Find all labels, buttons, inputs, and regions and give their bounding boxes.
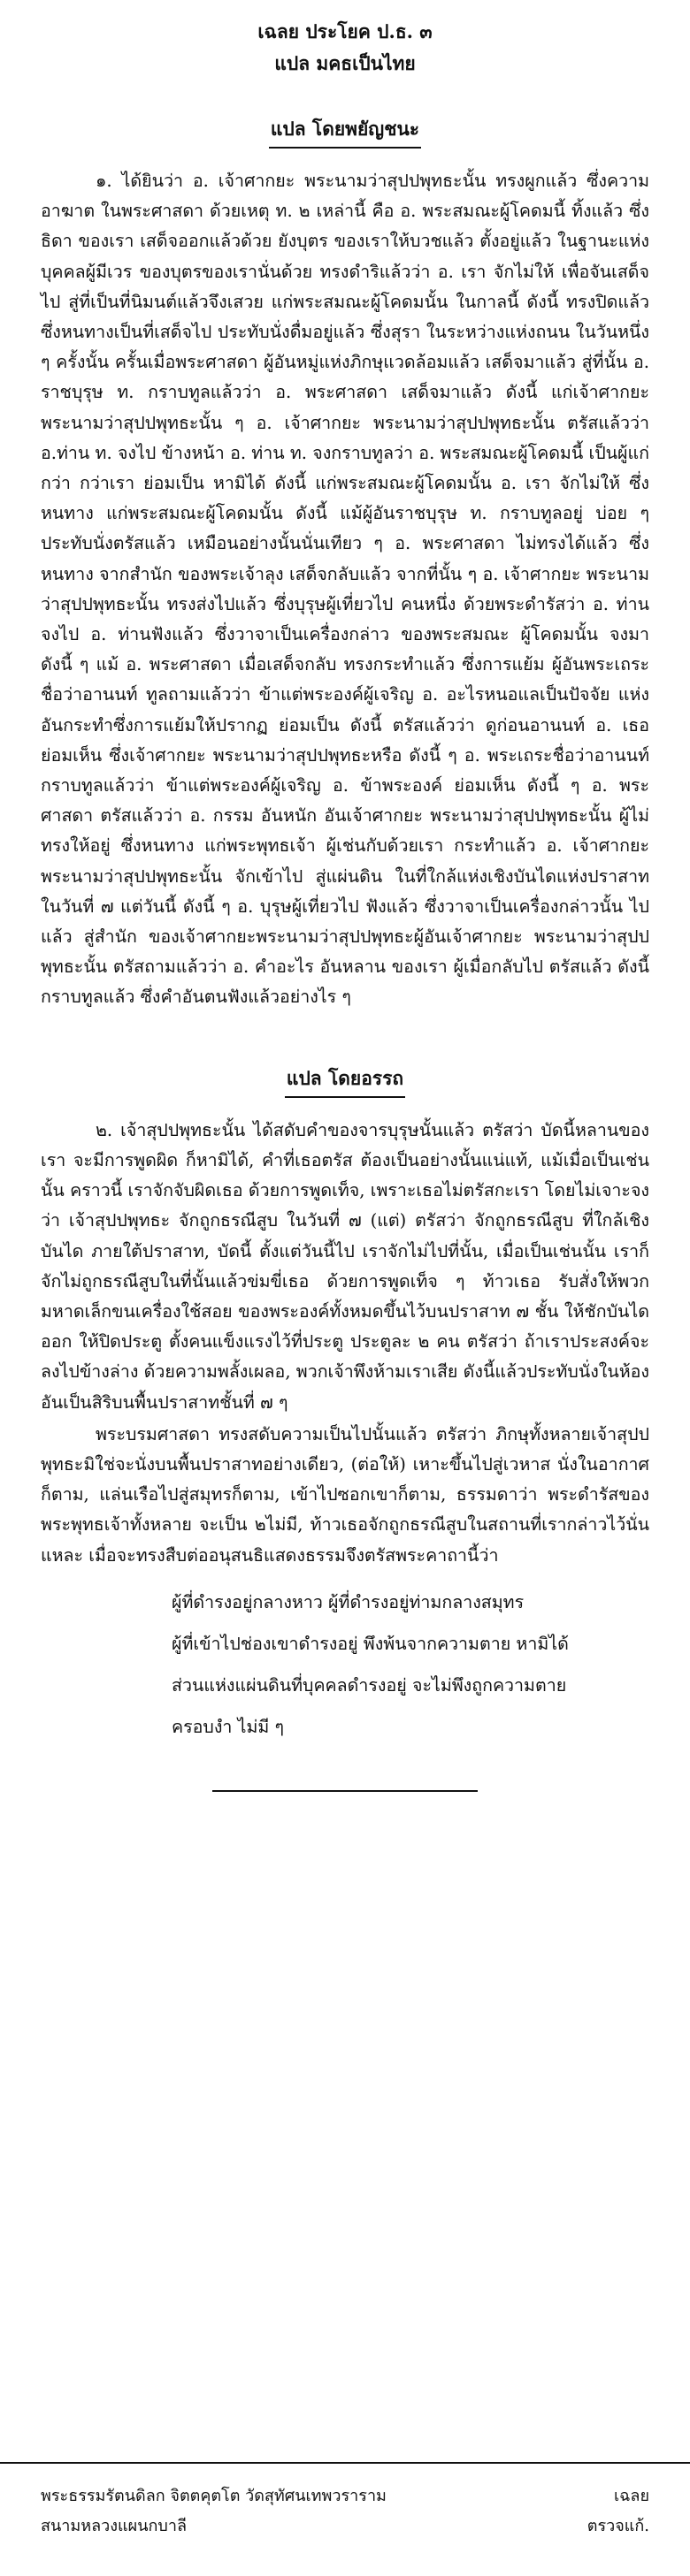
title-exam-level: เฉลย ประโยค ป.ธ. ๓ bbox=[257, 20, 433, 42]
literal-translation-paragraph: ๑. ได้ยินว่า อ. เจ้าศากยะ พระนามว่าสุปปพุทธะนั้น ทรงผูกแล้ว ซึ่งความอาฆาต ในพระศาสดา ด้วยเหตุ ท. ๒ เหล่านี้ คือ อ. พระสมณะผู้โคดมนี้ ทิ้งแล้ว ซึ่งธิดา ของเรา เสด็จออกแล้วด้วย ยังบุตร ของเราให้บวชแล้ว ตั้งอยู่แล้ว ในฐานะแห่งบุคคลผู้มีเวร ของบุตรของเรานั่นด้วย ทรงดำริแล้วว่า อ. เรา จักไม่ให้ เพื่อจันเสด็จไป สู่ที่เป็นที่นิมนต์แล้วจึงเสวย แก่พระสมณะผู้โคดมนั้น ในกาลนี้ ดังนี้ ทรงปิดแล้ว ซึ่งหนทางเป็นที่เสด็จไป ประทับนั่งดื่มอยู่แล้ว ซึ่งสุรา ในระหว่างแห่งถนน ในวันหนึ่ง ๆ ครั้งนั้น ครั้นเมื่อพระศาสดา ผู้อันหมู่แห่งภิกษุแวดล้อมแล้ว เสด็จมาแล้ว สู่ที่นั้น อ. ราชบุรุษ ท. กราบทูลแล้วว่า อ. พระศาสดา เสด็จมาแล้ว ดังนี้ แก่เจ้าศากยะ พระนามว่าสุปปพุทธะนั้น ๆ อ. เจ้าศากยะ พระนามว่าสุปปพุทธะนั้น ตรัสแล้วว่า อ.ท่าน ท. จงไป ข้างหน้า อ. ท่าน ท. จงกราบทูลว่า อ. พระสมณะผู้โคดมนี้ เป็นผู้แก่กว่า กว่าเรา ย่อมเป็น หามิได้ ดังนี้ แก่พระสมณะผู้โคดมนั้น อ. เรา จักไม่ให้ ซึ่งหนทาง แก่พระสมณะผู้โคดมนั้น ดังนี้ แม้ผู้อันราชบุรุษ ท. กราบทูลอยู่ บ่อย ๆ ประทับนั่งตรัสแล้ว เหมือนอย่างนั้นนั่นเทียว ๆ อ. พระศาสดา ไม่ทรงได้แล้ว ซึ่งหนทาง จากสำนัก ของพระเจ้าลุง เสด็จกลับแล้ว จากที่นั้น ๆ อ. เจ้าศากยะ พระนามว่าสุปปพุทธะนั้น ทรงส่งไปแล้ว ซึ่งบุรุษผู้เที่ยวไป คนหนึ่ง ด้วยพระดำรัสว่า อ. ท่าน จงไป อ. ท่านฟังแล้ว ซึ่งวาจาเป็นเครื่องกล่าว ของพระสมณะ ผู้โคดมนั้น จงมา ดังนี้ ๆ แม้ อ. พระศาสดา เมื่อเสด็จกลับ ทรงกระทำแล้ว ซึ่งการแย้ม ผู้อันพระเถระชื่อว่าอานนท์ ทูลถามแล้วว่า ข้าแต่พระองค์ผู้เจริญ อ. อะไรหนอแลเป็นปัจจัย แห่งอันกระทำซึ่งการแย้มให้ปรากฏ ย่อมเป็น ดังนี้ ตรัสแล้วว่า ดูก่อนอานนท์ อ. เธอ ย่อมเห็น ซึ่งเจ้าศากยะ พระนามว่าสุปปพุทธะหรือ ดังนี้ ๆ อ. พระเถระชื่อว่าอานนท์ กราบทูลแล้วว่า ข้าแต่พระองค์ผู้เจริญ อ. ข้าพระองค์ ย่อมเห็น ดังนี้ ๆ อ. พระศาสดา ตรัสแล้วว่า อ. กรรม อันหนัก อันเจ้าศากยะ พระนามว่าสุปปพุทธะนั้น ผู้ไม่ทรงให้อยู่ ซึ่งหนทาง แก่พระพุทธเจ้า ผู้เช่นกับด้วยเรา กระทำแล้ว อ. เจ้าศากยะ พระนามว่าสุปปพุทธะนั้น จักเข้าไป สู่แผ่นดิน ในที่ใกล้แห่งเชิงบันไดแห่งปราสาท ในวันที่ ๗ แต่วันนี้ ดังนี้ ๆ อ. บุรุษผู้เที่ยวไป ฟังแล้ว ซึ่งวาจาเป็นเครื่องกล่าวนั้น ไปแล้ว สู่สำนัก ของเจ้าศากยะพระนามว่าสุปปพุทธะผู้อันเจ้าศากยะ พระนามว่าสุปปพุทธะนั้น ตรัสถามแล้วว่า อ. คำอะไร อันหลาน ของเรา ผู้เมื่อกลับไป ตรัสแล้ว ดังนี้ กราบทูลแล้ว ซึ่งคำอันตนฟังแล้วอย่างไร ๆ bbox=[41, 171, 649, 1008]
meaning-translation-paragraph-1: ๒. เจ้าสุปปพุทธะนั้น ได้สดับคำของจารบุรุษนั้นแล้ว ตรัสว่า บัดนี้หลานของเรา จะมีการพูดผิด ก็หามิได้, คำที่เธอตรัส ต้องเป็นอย่างนั้นแน่แท้, แม้เมื่อเป็นเช่นนั้น คราวนี้ เราจักจับผิดเธอ ด้วยการพูดเท็จ, เพราะเธอไม่ตรัสกะเรา โดยไม่เจาะจงว่า เจ้าสุปปพุทธะ จักถูกธรณีสูบ ในวันที่ ๗ (แต่) ตรัสว่า จักถูกธรณีสูบ ที่ใกล้เชิงบันได ภายใต้ปราสาท, บัดนี้ ตั้งแต่วันนี้ไป เราจักไม่ไปที่นั้น, เมื่อเป็นเช่นนั้น เราก็จักไม่ถูกธรณีสูบในที่นั้นแล้วข่มขี่เธอ ด้วยการพูดเท็จ ๆ ท้าวเธอ รับสั่งให้พวกมหาดเล็กขนเครื่องใช้สอย ของพระองค์ทั้งหมดขึ้นไว้บนปราสาท ๗ ชั้น ให้ชักบันไดออก ให้ปิดประตู ตั้งคนแข็งแรงไว้ที่ประตู ประตูละ ๒ คน ตรัสว่า ถ้าเราประสงค์จะลงไปข้างล่าง ด้วยความพลั้งเผลอ, พวกเจ้าพึงห้ามเราเสีย ดังนี้แล้วประทับนั่งในห้องอันเป็นสิริบนพื้นปราสาทชั้นที่ ๗ ๆ bbox=[41, 1119, 649, 1413]
verse-line: ผู้ที่ดำรงอยู่กลางหาว ผู้ที่ดำรงอยู่ท่ามกลางสมุทร bbox=[172, 1591, 525, 1612]
meaning-translation-paragraph-2: พระบรมศาสดา ทรงสดับความเป็นไปนั้นแล้ว ตรัสว่า ภิกษุทั้งหลายเจ้าสุปปพุทธะมิใช่จะนั่งบนพื้นปราสาทอย่างเดียว, (ต่อให้) เหาะขึ้นไปสู่เวหาส นั่งในอากาศก็ตาม, แล่นเรือไปสู่สมุทรก็ตาม, เข้าไปซอกเขาก็ตาม, ธรรมดาว่า พระดำรัสของพระพุทธเจ้าทั้งหลาย จะเป็น ๒ไม่มี, ท้าวเธอจักถูกธรณีสูบในสถานที่เรากล่าวไว้นั่นแหละ เมื่อจะทรงสืบต่ออนุสนธิแสดงธรรมจึงตรัสพระคาถานี้ว่า bbox=[41, 1423, 649, 1566]
section-heading-meaning bbox=[41, 1064, 649, 1098]
verse-line: ครอบงำ ไม่มี ๆ bbox=[172, 1716, 285, 1737]
end-divider bbox=[212, 1790, 478, 1792]
section-heading-literal bbox=[41, 115, 649, 149]
verse-line: ส่วนแห่งแผ่นดินที่บุคคลดำรงอยู่ จะไม่พึงถูกความตาย bbox=[172, 1674, 567, 1696]
footer-author: พระธรรมรัตนดิลก จิตตคุตโต วัดสุทัศนเทพวราราม bbox=[41, 2487, 387, 2505]
title-translation-type: แปล มคธเป็นไทย bbox=[274, 52, 416, 74]
footer bbox=[0, 2462, 690, 2542]
footer-row-1 bbox=[41, 2481, 649, 2511]
section-heading-literal-text: แปล โดยพยัญชนะ bbox=[269, 115, 421, 149]
document-title bbox=[41, 16, 649, 80]
footer-organization: สนามหลวงแผนกบาลี bbox=[41, 2517, 187, 2535]
footer-row-2 bbox=[41, 2511, 649, 2542]
footer-reviewed-label: ตรวจแก้. bbox=[586, 2517, 649, 2535]
verse-block bbox=[172, 1581, 649, 1748]
section-heading-meaning-text: แปล โดยอรรถ bbox=[285, 1064, 405, 1098]
footer-answer-label: เฉลย bbox=[614, 2487, 649, 2505]
verse-line: ผู้ที่เข้าไปช่องเขาดำรงอยู่ พึงพ้นจากความตาย หามิได้ bbox=[172, 1633, 569, 1654]
